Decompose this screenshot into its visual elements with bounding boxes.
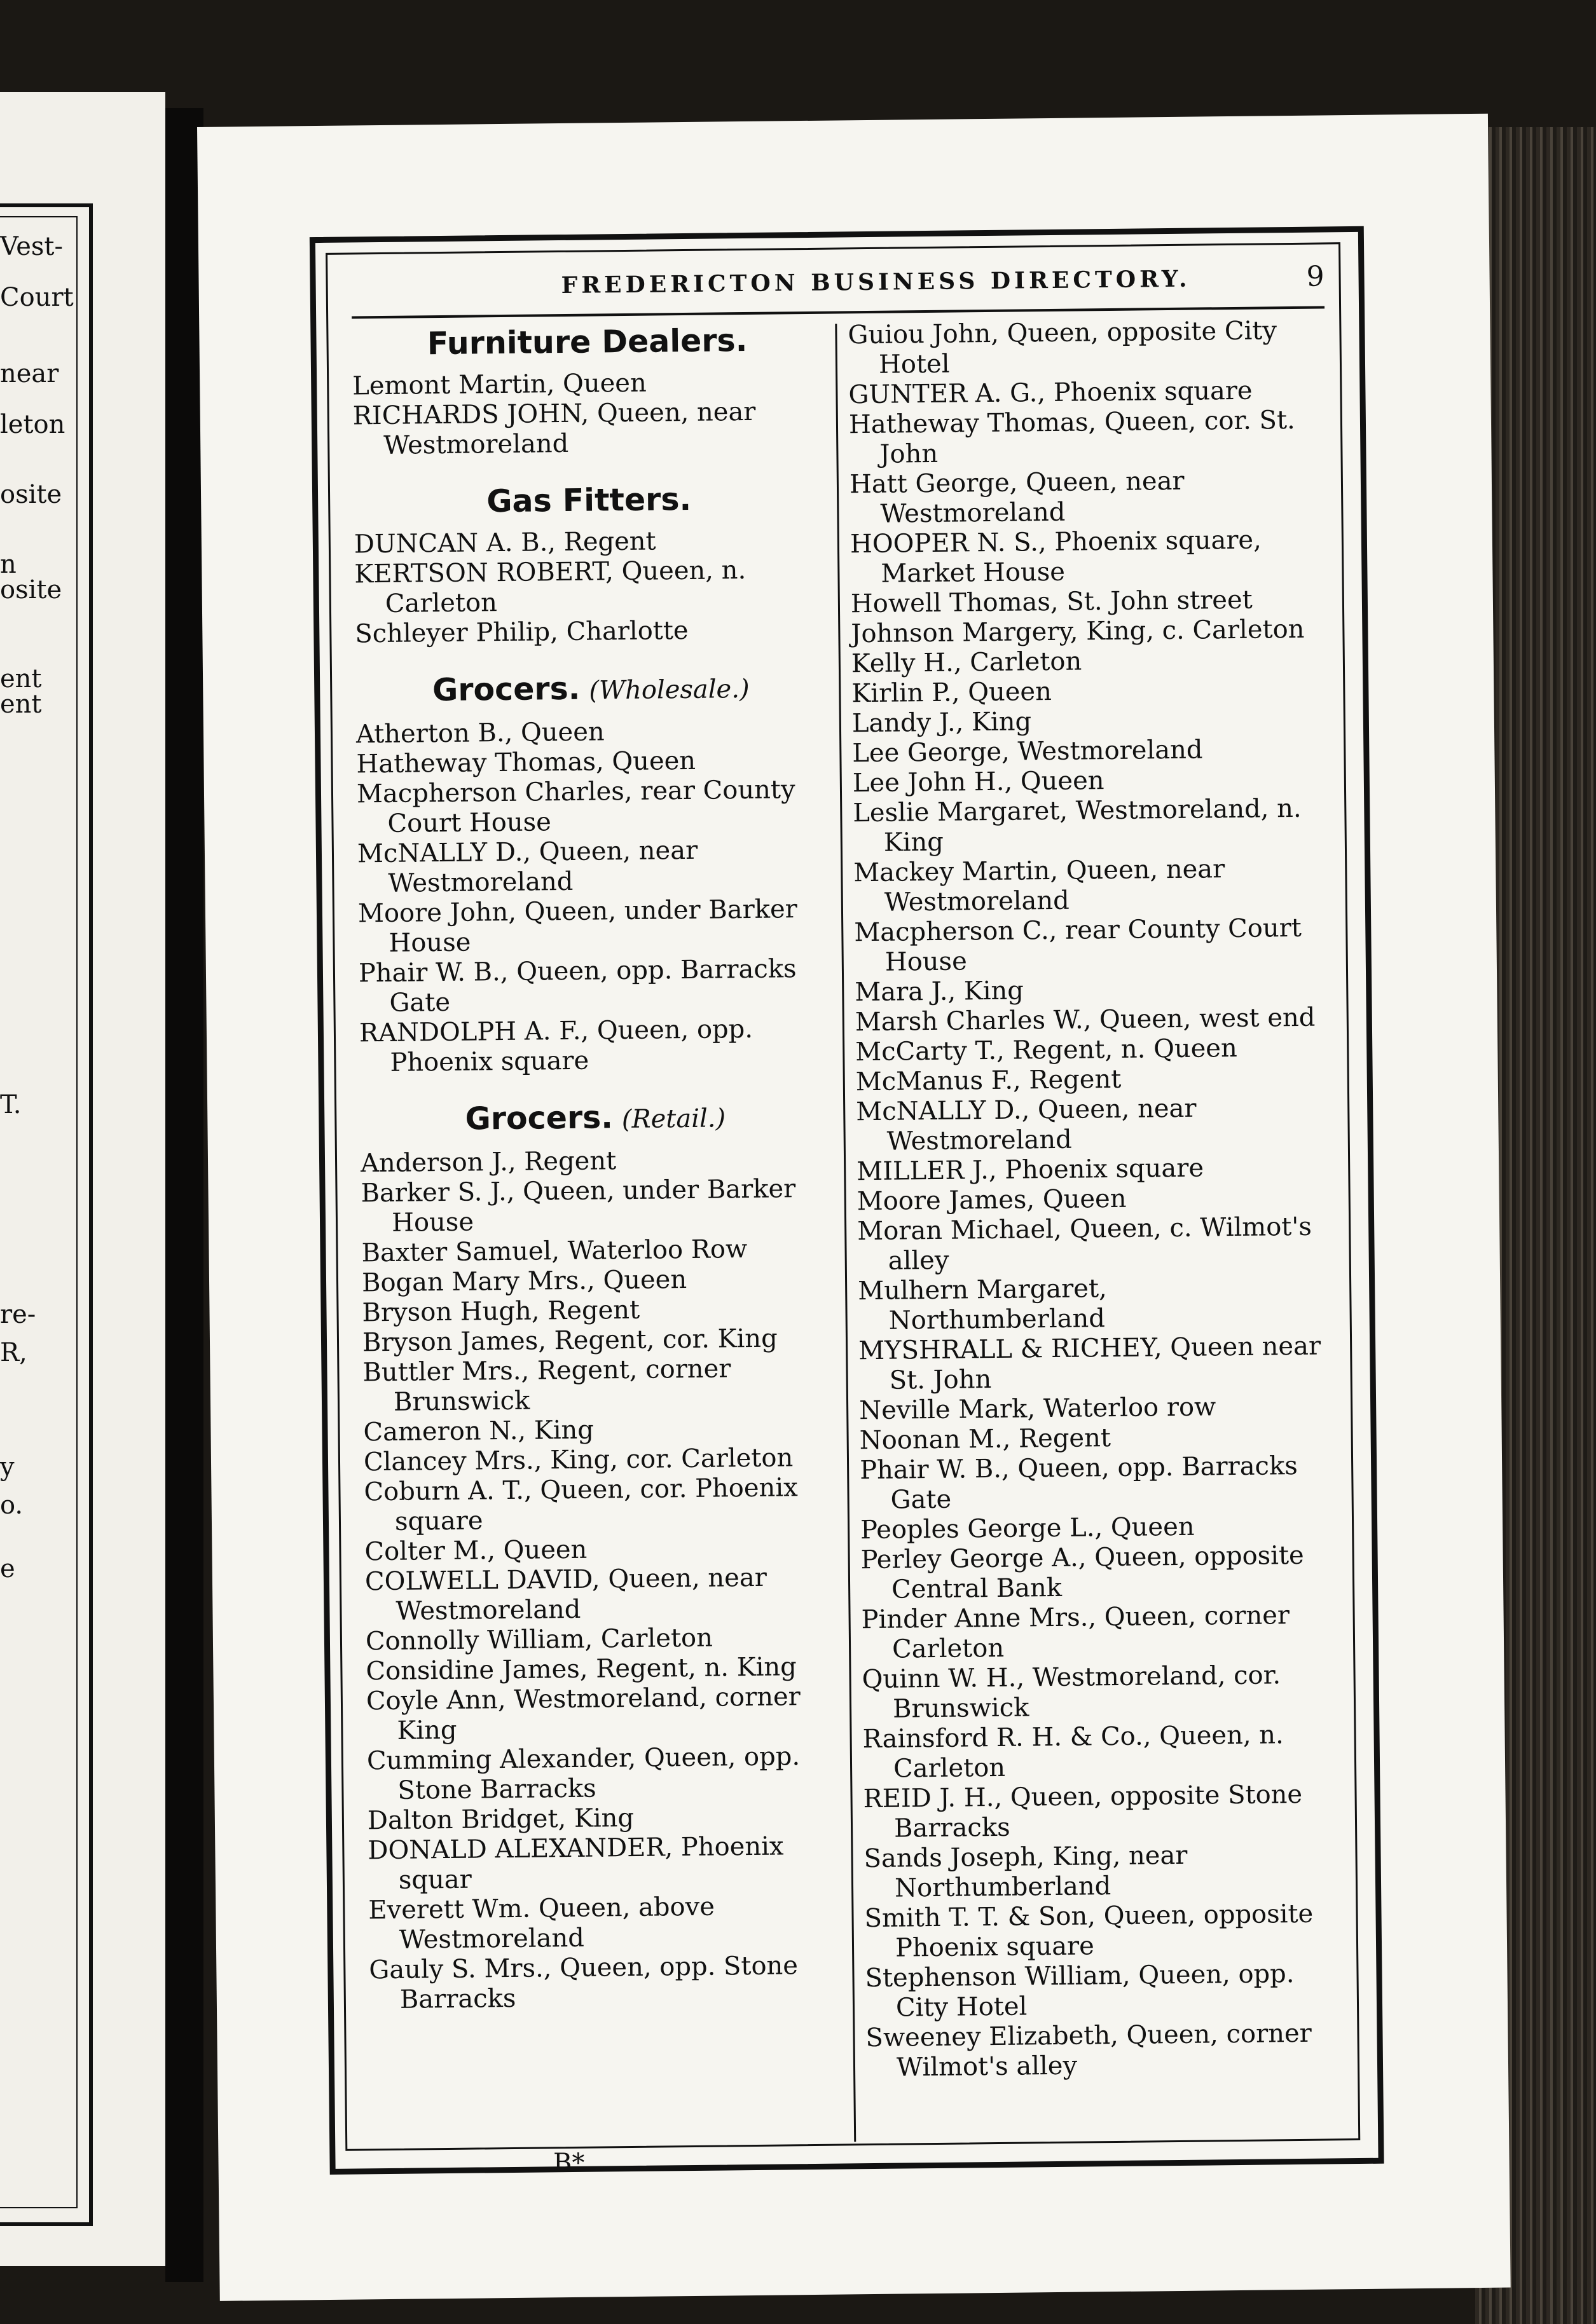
- section-heading-text: Grocers.: [432, 670, 581, 709]
- directory-entry: Bryson James, Regent, cor. King: [362, 1323, 778, 1358]
- directory-entry: Neville Mark, Waterloo row: [858, 1392, 1216, 1426]
- directory-entry: Guiou John, Queen, opposite City Hotel: [848, 316, 1277, 379]
- section-heading-text: Grocers.: [465, 1099, 614, 1137]
- directory-entry: Mackey Martin, Queen, near Westmoreland: [853, 854, 1225, 917]
- directory-entry: Hatheway Thomas, Queen, cor. St. John: [848, 405, 1295, 469]
- facing-page: [0, 92, 165, 2266]
- facing-page-fragment: Vest-: [0, 232, 64, 261]
- directory-entry: Howell Thomas, St. John street: [850, 585, 1253, 619]
- directory-entry: Barker S. J., Queen, under Barker House: [361, 1174, 796, 1238]
- directory-entry: REID J. H., Queen, opposite Stone Barracks: [863, 1779, 1303, 1843]
- directory-entry: Peoples George L., Queen: [860, 1512, 1195, 1545]
- section-heading: [354, 479, 825, 523]
- directory-entry: Mulhern Margaret, Northumberland: [857, 1274, 1107, 1336]
- directory-entry: McNALLY D., Queen, near Westmoreland: [357, 835, 698, 898]
- signature-mark: B*: [553, 2149, 585, 2178]
- directory-entry: Clancey Mrs., King, cor. Carleton: [363, 1443, 794, 1477]
- directory-entry: Gauly S. Mrs., Queen, opp. Stone Barracks: [369, 1951, 799, 2014]
- facing-page-fragment: osite: [0, 480, 62, 509]
- directory-entry: Macpherson Charles, rear County Court House: [356, 775, 795, 838]
- directory-entry: Rainsford R. H. & Co., Queen, n. Carleton: [862, 1720, 1284, 1784]
- directory-entry: Stephenson William, Queen, opp. City Hotel: [865, 1959, 1295, 2023]
- section-heading: [355, 667, 827, 713]
- right-column: [848, 316, 1337, 2084]
- directory-page: [197, 114, 1511, 2301]
- directory-entry: DONALD ALEXANDER, Phoenix squar: [368, 1831, 784, 1895]
- directory-entry: DUNCAN A. B., Regent: [354, 526, 656, 559]
- book-gutter: [165, 108, 203, 2282]
- directory-entry: McCarty T., Regent, n. Queen: [855, 1033, 1237, 1067]
- directory-entry: COLWELL DAVID, Queen, near Westmoreland: [364, 1562, 767, 1626]
- directory-entry: Macpherson C., rear County Court House: [854, 913, 1302, 977]
- directory-entry: Cameron N., King: [363, 1415, 595, 1447]
- directory-entry: GUNTER A. G., Phoenix square: [848, 376, 1253, 410]
- facing-page-fragment: R,: [0, 1338, 27, 1367]
- left-column: [352, 321, 840, 2016]
- directory-entry: Colter M., Queen: [364, 1535, 588, 1567]
- directory-entry: Lee John H., Queen: [852, 766, 1104, 798]
- directory-entry: Mara J., King: [855, 976, 1024, 1008]
- directory-entry: Lemont Martin, Queen: [352, 368, 647, 401]
- facing-page-fragment: n: [0, 550, 17, 579]
- directory-entry: Everett Wm. Queen, above Westmoreland: [368, 1892, 715, 1955]
- directory-entry: Moore James, Queen: [856, 1184, 1127, 1217]
- section-subheading: (Wholesale.): [589, 674, 750, 706]
- directory-entry: Johnson Margery, King, c. Carleton: [851, 614, 1305, 649]
- directory-entry: Coyle Ann, Westmoreland, corner King: [366, 1682, 801, 1746]
- directory-entry: MILLER J., Phoenix square: [856, 1153, 1204, 1187]
- facing-page-fragment: ent: [0, 664, 42, 694]
- directory-entry: RANDOLPH A. F., Queen, opp. Phoenix square: [359, 1014, 753, 1077]
- directory-entry: McManus F., Regent: [855, 1064, 1122, 1097]
- directory-entry: Connolly William, Carleton: [365, 1623, 713, 1657]
- directory-entry: Hatt George, Queen, near Westmoreland: [849, 466, 1185, 529]
- directory-entry: McNALLY D., Queen, near Westmoreland: [856, 1093, 1197, 1156]
- facing-page-fragment: o.: [0, 1491, 24, 1520]
- facing-page-fragment: e: [0, 1554, 15, 1583]
- directory-entry: Buttler Mrs., Regent, corner Brunswick: [362, 1354, 731, 1417]
- directory-entry: Kelly H., Carleton: [851, 646, 1082, 679]
- directory-entry: Phair W. B., Queen, opp. Barracks Gate: [358, 954, 797, 1018]
- facing-page-fragment: re-: [0, 1300, 36, 1329]
- directory-entry: Pinder Anne Mrs., Queen, corner Carleton: [861, 1601, 1290, 1664]
- page-number: 9: [1306, 260, 1324, 293]
- directory-entry: RICHARDS JOHN, Queen, near Westmoreland: [352, 397, 756, 460]
- section-heading: [360, 1097, 831, 1142]
- directory-entry: Lee George, Westmoreland: [852, 735, 1203, 769]
- directory-entry: HOOPER N. S., Phoenix square, Market House: [850, 525, 1262, 589]
- directory-entry: Noonan M., Regent: [859, 1423, 1111, 1456]
- directory-entry: KERTSON ROBERT, Queen, n. Carleton: [354, 556, 746, 619]
- directory-entry: Leslie Margaret, Westmoreland, n. King: [853, 793, 1302, 858]
- directory-entry: Dalton Bridget, King: [367, 1803, 635, 1836]
- directory-entry: Coburn A. T., Queen, cor. Phoenix square: [364, 1473, 798, 1536]
- directory-entry: Moore John, Queen, under Barker House: [357, 894, 798, 958]
- directory-entry: Bogan Mary Mrs., Queen: [361, 1265, 687, 1298]
- directory-entry: Atherton B., Queen: [355, 717, 605, 749]
- directory-entry: Moran Michael, Queen, c. Wilmot's alley: [857, 1212, 1312, 1276]
- facing-page-fragment: ent: [0, 690, 42, 719]
- section-subheading: (Retail.): [621, 1104, 726, 1135]
- facing-page-fragment: near: [0, 359, 59, 388]
- facing-page-fragment: y: [0, 1452, 15, 1482]
- directory-entry: Perley George A., Queen, opposite Central Bank: [860, 1540, 1304, 1604]
- facing-page-fragment: T.: [0, 1090, 22, 1119]
- directory-entry: Schleyer Philip, Charlotte: [355, 615, 689, 649]
- directory-entry: Bryson Hugh, Regent: [362, 1295, 640, 1328]
- directory-entry: Marsh Charles W., Queen, west end: [855, 1002, 1316, 1037]
- directory-entry: Landy J., King: [851, 707, 1032, 739]
- directory-entry: Smith T. T. & Son, Queen, opposite Phoenix square: [864, 1899, 1314, 1963]
- directory-entry: Hatheway Thomas, Queen: [356, 746, 696, 779]
- directory-entry: Sands Joseph, King, near Northumberland: [863, 1840, 1188, 1903]
- facing-page-fragment: Court: [0, 283, 74, 312]
- facing-page-fragment: osite: [0, 575, 62, 605]
- directory-entry: Quinn W. H., Westmoreland, cor. Brunswick: [862, 1660, 1281, 1724]
- section-heading: [352, 321, 823, 364]
- section-heading-text: Gas Fitters.: [486, 481, 692, 520]
- directory-entry: Considine James, Regent, n. King: [366, 1652, 797, 1686]
- directory-entry: Baxter Samuel, Waterloo Row: [361, 1234, 748, 1268]
- directory-entry: Kirlin P., Queen: [851, 676, 1052, 709]
- facing-page-fragment: leton: [0, 410, 65, 439]
- directory-entry: MYSHRALL & RICHEY, Queen near St. John: [858, 1331, 1321, 1395]
- directory-entry: Cumming Alexander, Queen, opp. Stone Barracks: [366, 1742, 801, 1805]
- directory-entry: Phair W. B., Queen, opp. Barracks Gate: [859, 1451, 1298, 1515]
- directory-entry: Sweeney Elizabeth, Queen, corner Wilmot's alley: [865, 2018, 1312, 2082]
- facing-page-text-fragments: [0, 92, 95, 2266]
- page-title: FREDERICTON BUSINESS DIRECTORY.: [561, 265, 1191, 299]
- section-heading-text: Furniture Dealers.: [427, 322, 748, 362]
- directory-entry: Anderson J., Regent: [360, 1146, 617, 1179]
